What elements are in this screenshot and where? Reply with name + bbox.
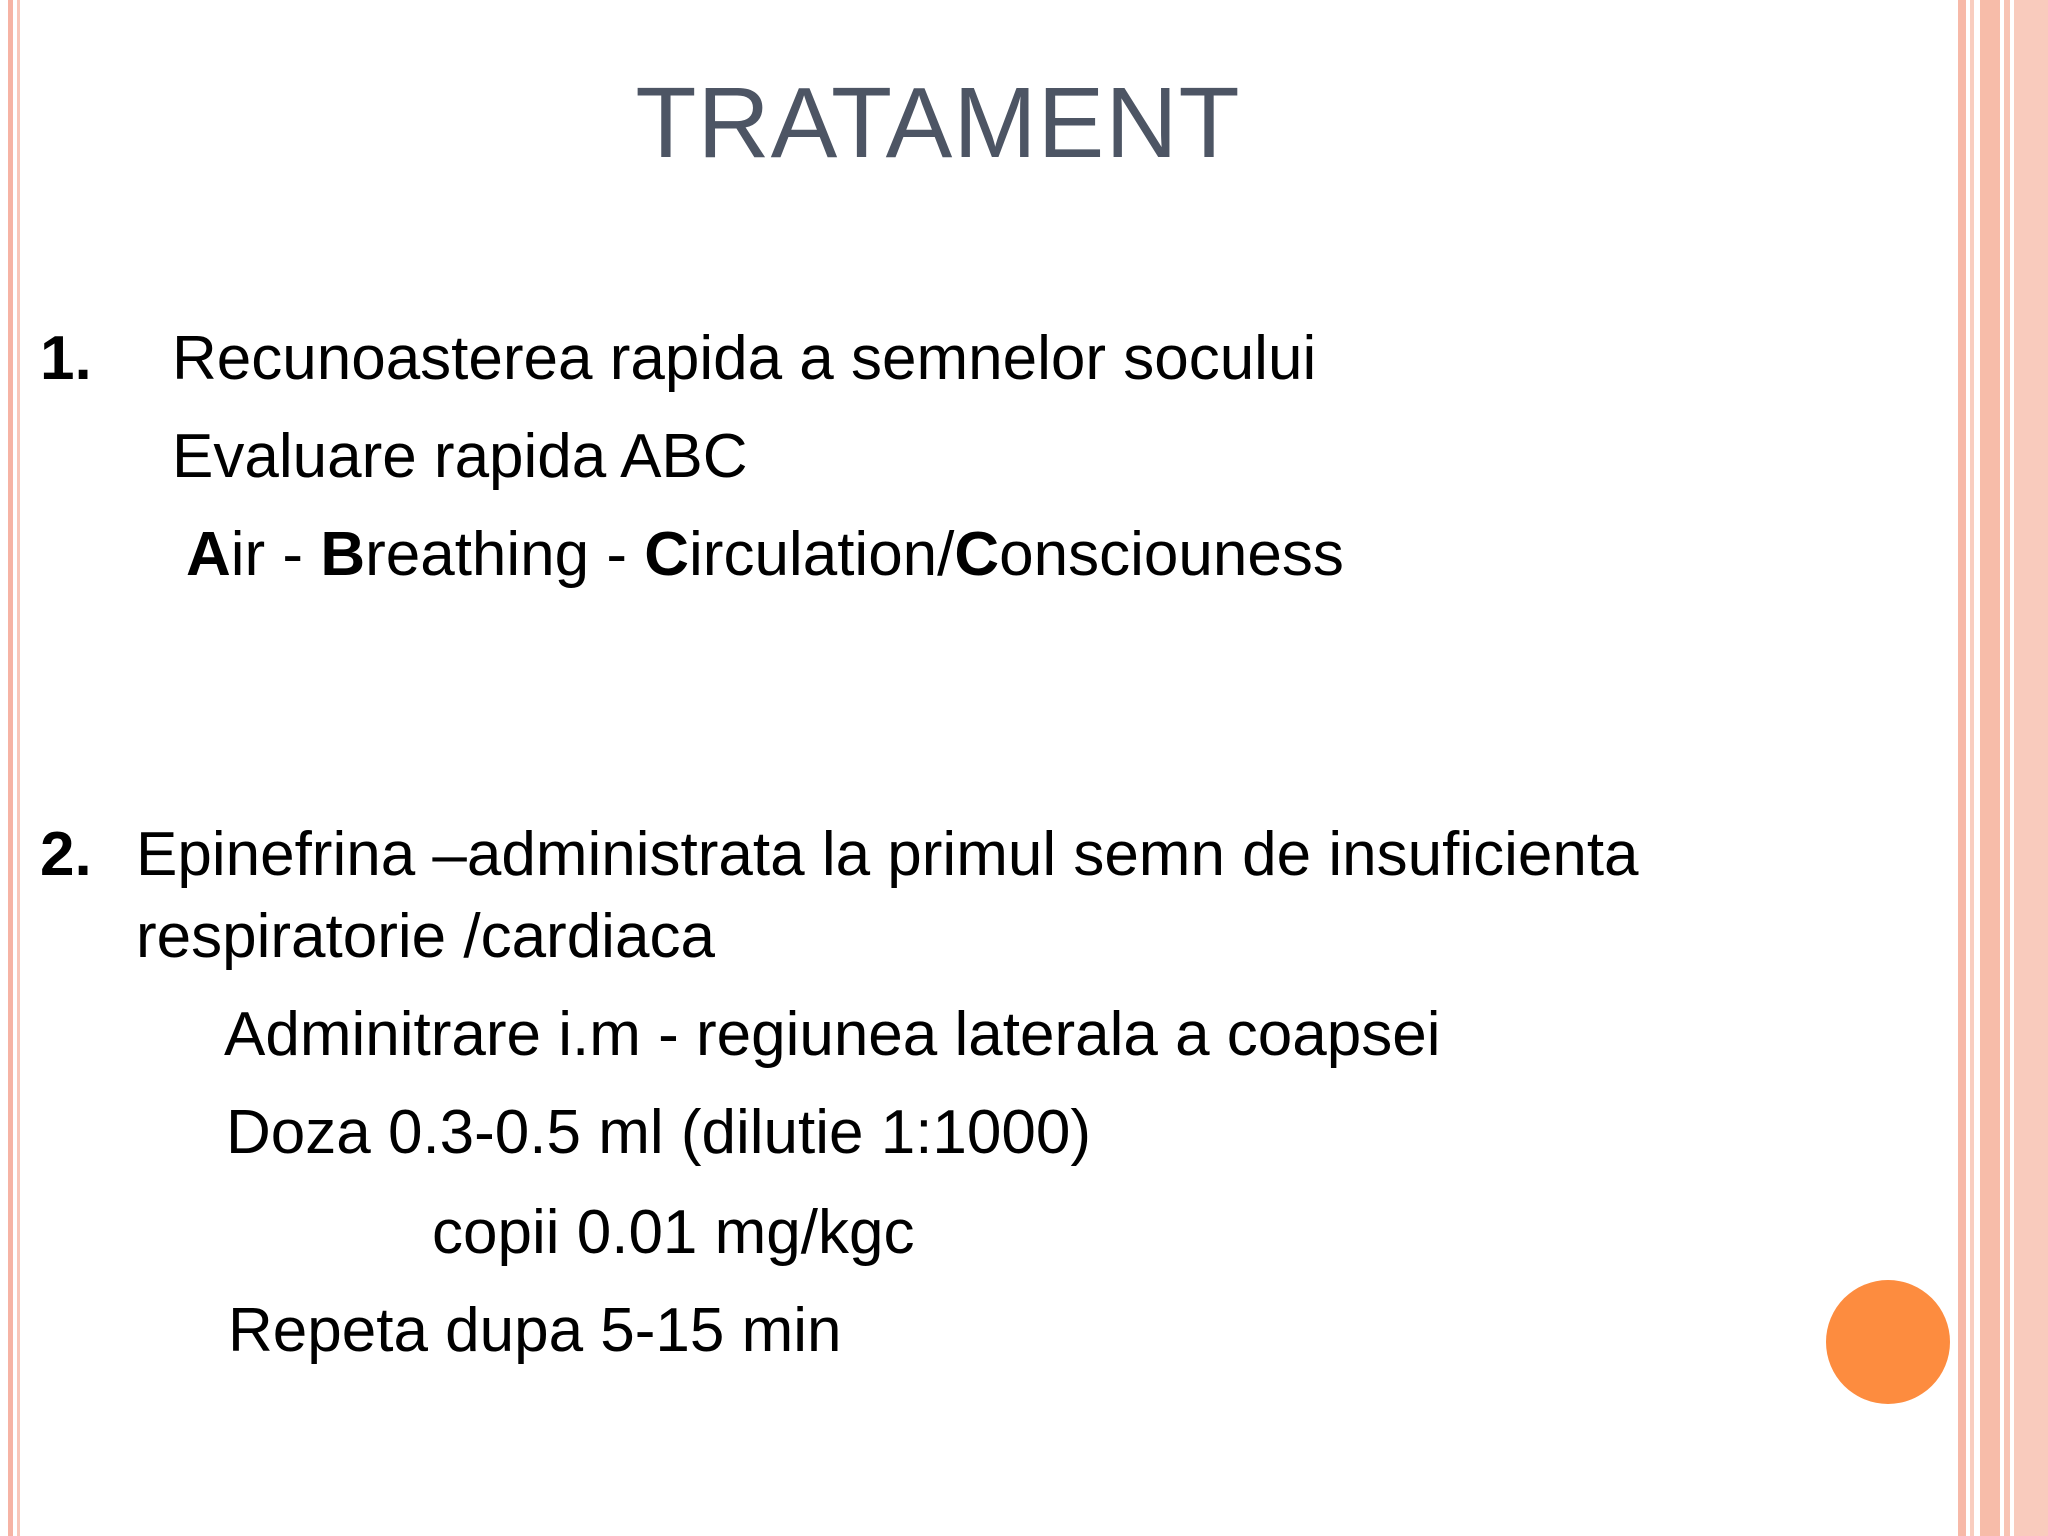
frame-stripe-left-inner [17, 0, 20, 1536]
frame-stripe-right [1970, 0, 1974, 1536]
abc-text-a: ir - [230, 520, 321, 589]
item-2-administration: Adminitrare i.m - regiunea laterala a coapsei [224, 1000, 1441, 1069]
abc-letter-b: B [320, 520, 366, 589]
item-2-text: Epinefrina –administrata la primul semn de insuficienta [136, 820, 1639, 889]
abc-text-b: reathing - [365, 520, 645, 589]
orange-circle-decoration [1826, 1280, 1950, 1404]
item-2-child-dose: copii 0.01 mg/kgc [432, 1198, 915, 1267]
item-1-text: Recunoasterea rapida a semnelor socului [172, 324, 1317, 393]
abc-line [186, 518, 1344, 592]
item-2-dose: Doza 0.3-0.5 ml (dilutie 1:1000) [226, 1098, 1092, 1167]
item-2-repeat: Repeta dupa 5-15 min [228, 1296, 842, 1365]
frame-stripe-left [8, 0, 13, 1536]
slide-title: TRATAMENT [635, 67, 1241, 179]
frame-stripe-right [2014, 0, 2048, 1536]
abc-letter-c2: C [954, 520, 1000, 589]
frame-stripe-right [1958, 0, 1966, 1536]
abc-letter-c1: C [644, 520, 690, 589]
item-2-continuation: respiratorie /cardiaca [136, 902, 715, 971]
abc-letter-a: A [186, 520, 231, 589]
item-2-number: 2. [40, 820, 92, 889]
abc-text-c2: onsciouness [999, 520, 1344, 589]
abc-text-c1: irculation/ [689, 520, 955, 589]
item-1-number: 1. [40, 324, 92, 393]
frame-stripe-right [1980, 0, 2000, 1536]
item-1-subline: Evaluare rapida ABC [172, 422, 748, 491]
frame-stripe-right [2004, 0, 2010, 1536]
